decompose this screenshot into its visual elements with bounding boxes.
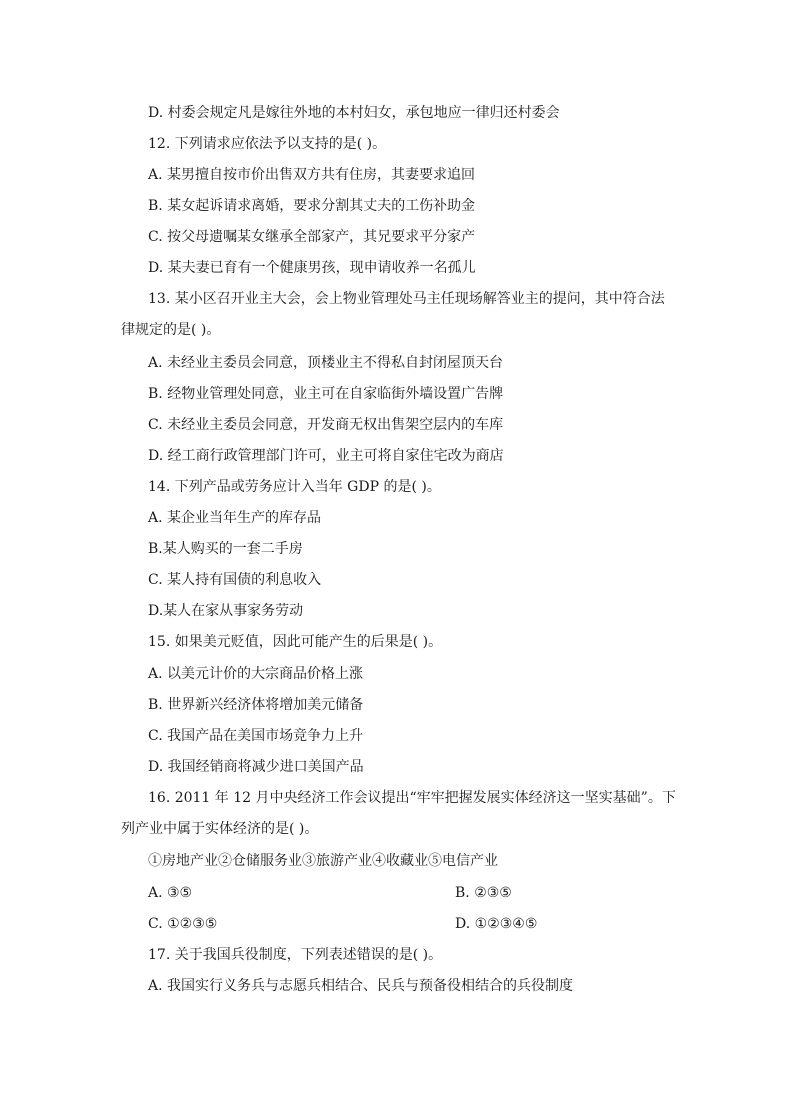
q13-option-b: B. 经物业管理处同意，业主可在自家临街外墙设置广告牌: [148, 386, 504, 402]
q17-stem: 17. 关于我国兵役制度，下列表述错误的是( )。: [148, 947, 443, 963]
q16-option-c: C. ①②③⑤: [148, 916, 218, 932]
q15-option-b: B. 世界新兴经济体将增加美元储备: [148, 697, 364, 713]
q16-stem: 16. 2011 年 12 月中央经济工作会议提出“牢牢把握发展实体经济这一坚实基础”。下: [148, 790, 676, 806]
q16-option-b: B. ②③⑤: [455, 885, 512, 901]
q13-option-a: A. 未经业主委员会同意，顶楼业主不得私自封闭屋顶天台: [148, 355, 504, 371]
q13-option-c: C. 未经业主委员会同意，开发商无权出售架空层内的车库: [148, 417, 504, 433]
q13-option-d: D. 经工商行政管理部门许可，业主可将自家住宅改为商店: [148, 448, 504, 464]
q14-option-a: A. 某企业当年生产的库存品: [148, 510, 322, 526]
q14-option-d: D.某人在家从事家务劳动: [148, 603, 304, 619]
q17-option-a: A. 我国实行义务兵与志愿兵相结合、民兵与预备役相结合的兵役制度: [148, 978, 574, 994]
q14-stem: 14. 下列产品或劳务应计入当年 GDP 的是( )。: [148, 479, 441, 495]
q13-stem: 13. 某小区召开业主大会，会上物业管理处马主任现场解答业主的提问，其中符合法: [148, 291, 665, 307]
q15-option-d: D. 我国经销商将减少进口美国产品: [148, 759, 364, 775]
q14-option-c: C. 某人持有国债的利息收入: [148, 572, 322, 588]
q12-stem: 12. 下列请求应依法予以支持的是( )。: [148, 136, 387, 152]
q12-option-c: C. 按父母遗嘱某女继承全部家产，其兄要求平分家产: [148, 229, 476, 245]
q12-option-b: B. 某女起诉请求离婚，要求分割其丈夫的工伤补助金: [148, 198, 476, 214]
q16-stem-cont: 列产业中属于实体经济的是( )。: [121, 821, 319, 837]
q15-option-c: C. 我国产品在美国市场竞争力上升: [148, 728, 364, 744]
q13-stem-cont: 律规定的是( )。: [121, 322, 221, 338]
q16-option-d: D. ①②③④⑤: [455, 916, 538, 932]
q14-option-b: B.某人购买的一套二手房: [148, 541, 303, 557]
q12-option-a: A. 某男擅自按市价出售双方共有住房，其妻要求追回: [148, 167, 476, 183]
q15-option-a: A. 以美元计价的大宗商品价格上涨: [148, 666, 364, 682]
q16-option-a: A. ③⑤: [148, 885, 193, 901]
q11-option-d: D. 村委会规定凡是嫁往外地的本村妇女，承包地应一律归还村委会: [148, 105, 560, 121]
q16-items: ①房地产业②仓储服务业③旅游产业④收藏业⑤电信产业: [148, 853, 498, 869]
q12-option-d: D. 某夫妻已育有一个健康男孩，现申请收养一名孤儿: [148, 260, 476, 276]
q15-stem: 15. 如果美元贬值，因此可能产生的后果是( )。: [148, 634, 443, 650]
